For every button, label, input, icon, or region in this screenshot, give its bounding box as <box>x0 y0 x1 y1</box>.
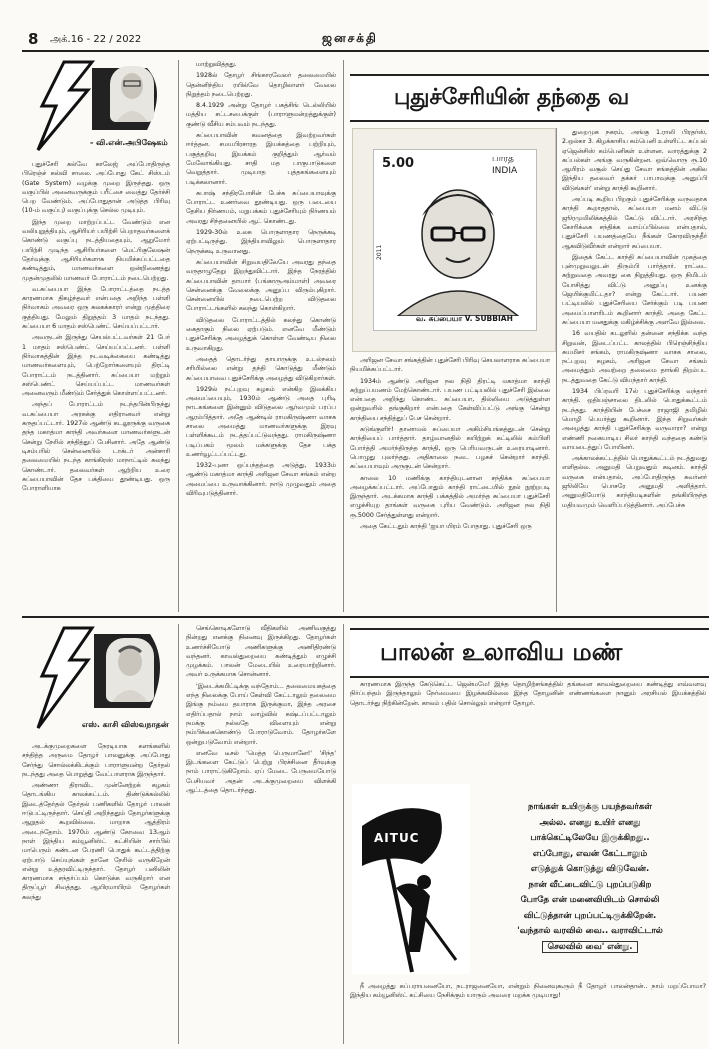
quoted-verse <box>474 800 706 955</box>
stamp-country-tamil: பாரத <box>492 154 514 164</box>
column-divider <box>343 624 344 1044</box>
paragraph: அக்காலக்கட்டத்தில் பொதுக்கூட்டம் நடத்துவது எளிதல்ல. அனுமதி பெறுவதும் கடினம். காந்தி வருகை என்பதால், அப்போதிருந்த கவர்னர் ஜூலியே பொசரே அனுமதி அளித்தார். அனுமதியோடு காந்தியடிகளின் தங்கியிருந்த மதியவமும் வெளிப்படுத்தினார். அப்பேச்சு <box>562 455 707 509</box>
article-separator <box>22 616 709 618</box>
article2-column-1 <box>22 742 170 1042</box>
paragraph: காலை 10 மணிக்கு காந்தியுடனான சந்திக்க சுப்பையா அழைக்கப்பட்டார். அப்போதும் காந்தி ராட்டையில் நூல் நூற்றபடி இருந்தார். அடக்கமாக காந்தி பக்கத்தில் அமர்ந்த சுப்பையா புதுச்சேரி எழுச்சியுற தாங்கள் வருகை புரிய வேண்டும். அரிஜன நல நிதி ரூ.5000 சேர்த்துள்ளது என்றார். <box>350 474 550 519</box>
paragraph: அந்தப் போராட்டம் நடந்தபின்பிருந்து வ.சுப்பையா அரசுக்கு எதிரானவர் என்று கருதப்பட்டார். 1927ல் ஆண்டு கடலூருக்கு வருகை தந்த மகாத்மா காந்தி அவர்களை மாணவர்களுடன் சென்று நேரில் சந்தித்துப் பேசினார். அதே ஆண்டு டிசம்பரில் சென்னையில் டாக்டர் அன்சாரி தலைமையில் நடந்த காங்கிரஸ் மாநாட்டில் கலந்து கொண்டார். தலைவர்கள் ஆற்றிய உரை சுப்பையாவின் தேச பக்தியை தூண்டியது. ஒரு போராளியாக <box>22 401 170 493</box>
paragraph: சுப்பையாவின் கவனத்தை இவற்றவர்கள் ஈர்த்தன. சமயபிரசாரத இயக்கத்தை பற்றியும், பகுத்தறிவு இயக்கம் குறித்தும் ஆர்வம் மேலோங்கியது. சாதி மத பாகுபாடுகளை வெறுத்தார். முடியாத புத்தகங்களையும் படிக்கலானார். <box>186 132 336 186</box>
author-byline: - வி.என்.அபிஷேகம் <box>90 138 168 147</box>
article1-column-4 <box>562 128 707 612</box>
page-number: 8 <box>28 30 39 48</box>
paragraph: அடக்குமுறைகளை நேரடியாக களங்களில் சந்தித்த அருமை தோழர் பாலனுக்கு அப்போது சேர்ந்து சொல்லக்கிடக்கும் பாராளுமன்ற தேர்தல் நடந்தது அதை பொறுத்து வேட்பாளராக இருந்தார். <box>22 743 170 778</box>
paragraph: அவருடன் இருந்து செயல்பட்டவர்கள் 21 பேர் 1 மாதம் சஸ்பெண்ட் செய்யப்பட்டனர். பள்ளி நிர்வாகத்தின் இந்த நடவடிக்கையை கண்டித்து மாணவர்களையும், பெற்றோர்களையும் திரட்டி போராட்டம் நடத்தினார். சுப்பையா மற்றும் சஸ்பெண்ட் செய்யப்பட்ட மாணவர்கள் அனைவரும் மீண்டும் சேர்த்துக் கொள்ளப்பட்டனர். <box>22 334 170 398</box>
paragraph: 'இடைக்கமிட்டிக்கு வந்தோம்... தலைமையகத்தை எந்த நிலைக்கு போய் கேள்வி கேட்டாலும் தலைமை இங்கு நம்மை தயாராக இருக்குமா, இந்த அரசை எதிர்ப்பதால் நாம் வாழ்வில் கஷ்டப்பட்டாலும் நமக்கு நல்லதே விளையும் என்று நம்பிக்கைகொண்டு போராடுவோம். தோழர்களே ஒன்றுபடுவோம் என்றார். <box>186 682 336 746</box>
paragraph: 8.4.1929 அன்று தோழர் பகத்சிங் டெல்லியில் மத்திய சட்டசபைக்குள் (பாராளுமன்றத்துக்குள்) குண்டு வீசிய சம்பவம் நடந்தது. <box>186 102 336 128</box>
paragraph: இந்த முறை மாற்றப்பட்ட வேண்டும் என வலியுறுத்தியும், ஆசிரியர் பயிற்சி பெறாதவர்களைக் கொண்டு வகுப்பு நடத்தியதையும், ஆறுமோர் பயிற்சி முடிந்த ஆசிரியர்களை மெட்ரிகுலேஷன் தேர்வுக்கு ஆசிரியர்களாக நியமிக்கப்பட்டதை கண்டித்தும், மாணவர்களை ஒன்றிணைத்து முதன்முதலில் மாணவர் போராட்டம் நடைபெற்றது. <box>22 218 170 282</box>
paragraph: அரிஜன சேவா சங்கத்தின் புதுச்சேரி பிரிவு செயலாளராக சுப்பையா நியமிக்கப்பட்டார். <box>350 357 550 374</box>
paragraph: விடுதலை போராட்டத்தில் கலந்து கொண்டு கைதாகும் நிலை ஏற்படும். எனவே மீண்டும் புதுச்சேரிக்கு அழைத்துக் கொள்ள வேண்டிய நிலை உருவாகிறது. <box>186 316 336 352</box>
verse-line: செலவில் வை' என்று. <box>542 941 637 953</box>
column-divider <box>556 128 557 612</box>
paragraph: சுப்பையாவின் சிறுவயதிலேயே அவரது தந்தை வருதாழுதேறு இறந்துவிட்டார். இந்த நேரத்தில் சுப்பையாவின் தாயார் (பங்காருஅம்மாள்) அவரை சென்னைக்கு வேலைக்கு அனுப்ப விரும்புகிறார். சென்னையில் நடைபெற்ற விடுதலை போராட்டங்களில் கலந்து கொள்கிறார். <box>186 258 336 313</box>
flag-emblem-icon <box>352 784 470 974</box>
article2-title: பாலன் உலாவிய மண் <box>380 638 623 666</box>
article1-column-1 <box>22 160 170 612</box>
verse-line: அல்ல. எனது உயிர் எனது <box>539 817 641 828</box>
paragraph: 1932-புனா ஒப்பந்தத்தை அடுத்து, 1933ம் ஆண்டு மகாத்மா காந்தி அரிஜன சேவா சங்கம் என்ற அமைப்பை உருவாக்கினார். நாடு முழுவதும் அதை விரிவுபடுத்தினார். <box>186 462 336 498</box>
logo-text: AITUC <box>374 831 420 845</box>
paragraph: சுபாஷ் சந்திரபோசின் பேச்சு சுப்பையாவுக்கு போராட்ட உணர்வை தூண்டியது. ஒரு படையை தேசிய நிர்ணயம், மறுபக்கம் புதுச்சேரியும் நிர்ணயம் அவரது சிந்தனையில் ஆட் கொண்டது. <box>186 189 336 225</box>
verse-line: எடுத்துக் கொடுத்து விடுவேன். <box>530 864 650 874</box>
column-divider <box>343 60 344 612</box>
article2-title-bar <box>350 628 709 678</box>
issue-date: அக்.16 - 22 / 2022 <box>50 34 142 45</box>
paragraph: எனவே டீசல் 'மெத்த பெருமானே!' 'சிந்த' இடங்களை கேட்டுப் பெற்று பிரச்சினை தீர்வுக்கு நாம் பாராட்டுகிறோம். ஏப் மேடை பேருமையோடு பேசியவர் அதன் அடக்குமுறையை விளக்கி ஆட்டத்தை தொடர்ந்தது. <box>186 749 336 795</box>
paragraph: இதைக் கேட்ட காந்தி சுப்பையாவின் முகத்தை புன்முறுவலுடன் திரும்பி பார்த்தார். ராட்டை சுற்றுவதை அவரது கை நிறுத்தியது. ஒரு நிமிடம் யோசித்து விட்டு அனுப்பு உனக்கு ஜெயிக்குமிட்டதா? என்று கேட்டார். பயண பட்டியலில் புதுச்சேரியை சேர்க்கும் படி பயண அமைப்பாளரிடம் கூறினார் காந்தி. அதை கேட்ட சுப்பையா மனதுக்கு மகிழ்ச்சிக்கு அளவே இல்லை. <box>562 253 707 326</box>
author-photo <box>106 638 154 702</box>
column-divider <box>178 624 179 1044</box>
paragraph: கடுங்குளிர்! தானாமல் சுப்பையா அகிம்சியங்கத்துடன் சென்று காந்தியைப் பார்த்தார். தாழ்வானதில் கயிற்றுக் கட்டிலில் கம்பிளி போர்த்தி அமர்ந்திருந்த காந்தி, ஒரு பெரியவருடன் உரையாடினார். பொழுது புலர்ந்தது. அதிகாலை நடை பழகச் சென்றார் காந்தி. சுப்பையாவும் அருகுடன் சென்றார். <box>350 426 550 471</box>
verse-line: எப்போது, எவன் கேட்டாலும் <box>532 848 648 859</box>
paragraph: 16 வயதில் கடலூரில் தன்னை சந்திக்க வந்த சிறுவன், இடைப்பட்ட காலத்தில் பிரெஞ்சிந்திய சுயமிசர் சங்கம், ராமகிருஷ்ணா வாசக சாலை, நட்புறவு கழகம், அரிஜன சேவா சங்கம் அமைத்தும் அவற்றை தலைமை தாங்கி திறம்பட நடத்துவதை கேட்டு வியந்தார் காந்தி. <box>562 330 707 384</box>
verse-line: நாங்கள் உயிருக்கு பயந்தவர்கள் <box>528 802 652 812</box>
paragraph: துறைமுக நகரம், அங்கு 1.ராலி பிரதர்ஸ், 2.ஒல்கா 3. கிழக்காசிய கம்பெனி உள்ளிட்ட கப்பல் ஏஜென்சிஸ் கம்பெனிகள் உள்ளன. வாரத்துக்கு 2 கப்பல்கள் அங்கு வருகின்றன. ஒவ்வொரு ரூ.10 ஆயிரம் வசூல் செய்து சேவா சங்கத்தின் அகில இந்திய தலைவர் தக்கர் பாபாவுக்கு அனுப்பி விடுங்கள்' என்று காந்தி கூறினார். <box>562 129 707 192</box>
verse-line: போதே என் மனைவியிடம் சொல்லி <box>520 895 660 905</box>
article2-closing <box>350 982 706 1042</box>
verse-line: 'வந்தால் வரவில் வை.. வராவிட்டால் <box>517 926 663 936</box>
paragraph: மாற்றுவித்தது. <box>196 61 237 68</box>
verse-line: நான் வீட்டைவிட்டு புறப்படுகிற <box>528 879 652 890</box>
stamp-face <box>373 149 537 331</box>
paragraph: நீ அழைத்து சுப்பராயனையோ, நடராஜனையோ, என்றும் நினைவுகூரும் நீ தோழர் பாலன்தான்.. நாம் மறப்போமா? இந்திய கம்யூனிஸ்ட் கட்சியை நேசிக்கும் யாரும் அவரை மறக்க முடியாது! <box>350 983 706 1000</box>
paragraph: 1934ம் ஆண்டு அரிஜன நல நிதி திரட்டி மகாத்மா காந்தி சுற்றுப்பயணம் மேற்கொண்டார். பயண பட்டியலில் புதுச்சேரி இல்லை என்பதை அறிந்து கொண்ட சுப்பையா, தில்லியை அடுத்துள்ள ஒன்றுவரில் தங்குகிறார் என்பதை கேள்விப்பட்டு அங்கு சென்று காந்தியை சந்தித்துப் பேச சென்றார். <box>350 377 550 422</box>
page-header <box>0 0 709 50</box>
stamp-name: வ. சுப்பையா V. SUBBIAH <box>416 314 513 323</box>
verse-line: பாக்கெட்டிலேயே இருக்கிறது.. <box>530 833 650 843</box>
author-byline: எஸ். காசி விஸ்வநாதன் <box>82 720 169 729</box>
aituc-logo <box>352 784 470 974</box>
paragraph: அதைத் தொடர்ந்து தாயாருக்கு உடல்நலம் சரியில்லை என்று தந்தி கொடுத்து மீண்டும் சுப்பையாவை புதுச்சேரிக்கு அழைத்து விடுகிறார்கள். <box>186 355 336 382</box>
stamp-year: 2011 <box>376 244 383 260</box>
paragraph: 1928ல் தோழர் சிங்காரவேலர் தலைமையில் தென்னிந்திய ரயில்வே தொழிலாளர் வேலை நிறுத்தம் நடைபெற்றது. <box>186 72 336 98</box>
portrait-illustration <box>388 176 522 316</box>
paragraph: அப்படி கூறிய பிறகும் புதுச்சேரிக்கு வருவதாக காந்தி கூறாததால், சுப்பையா மனம் விட்டு ஜூரமுமிலிக்கத்தில் கேட்டு விட்டார். அரசிந்த கோரிக்கை சந்திக்க வாய்ப்பில்லை என்பதால், புதுச்சேரி பயணத்தையே நீங்கள் கோரவிருந்தீர் ஆகவிடுவீர்கள் என்றார் சுப்பையா. <box>562 196 707 250</box>
article2-lead <box>350 680 706 780</box>
column-divider <box>178 60 179 612</box>
newspaper-name: ஜனசக்தி <box>322 31 378 45</box>
paragraph: அதை கேட்டதும் காந்தி 'ஐயா யிரம் போதாது. புதுச்சேரி ஒரு <box>360 523 532 531</box>
article1-title: புதுச்சேரியின் தந்தை வ <box>394 85 630 110</box>
verse-line: விட்டுத்தான் புறப்பட்டிருக்கிறேன். <box>523 910 657 921</box>
paragraph: புதுச்சேரி கல்வே காலேஜ் அப்போதிருந்த பிரெஞ்ச் கல்வி சாலை. அப்போது கேட் சிஸ்டம் (Gate System) வழக்கு முறை இருந்தது. ஒரு வகுப்பில் அனைவருக்கும் பரீட்சை வைத்து தேர்ச்சி பெற வேண்டும். அப்போதுதான் அடுத்த பிரிவு (10-ம் வகுப்பு) வகுப்புக்கு செல்ல முடியும். <box>22 161 170 215</box>
stamp-value: 5.00 <box>382 156 415 171</box>
author-box-1 <box>22 60 172 152</box>
paragraph: காரணமாக இருந்த கேடுகெட்ட ஜென்மமே! இந்த தொழிற்சங்கத்தில் தங்களை காவல்துறையை கண்டித்து எவ்வளவு நிர்ப்பந்தம் இருந்தாலும் நேர்மையை இழக்கவில்லை இந்த தோழனின் எண்ணங்களை நானும் அரசியல் இயக்கத்தில் தொடர்ந்து நிற்கின்றேன். காலம் பதில் சொல்லும் என்றார் தோழர். <box>350 681 706 707</box>
paragraph: 1934 பிப்ரவரி 17ல் புதுச்சேரிக்கு வந்தார் காந்தி. ஒதியஞ்சாலை திடலில் பொதுக்கூட்டம் நடந்தது. காந்தியின் பேச்சை ராஜாஜி தமிழில் மொழி பெயர்த்து கூறினார். இந்த சிறுவர்கள் அழைத்து காந்தி புதுச்சேரிக்கு வருவாரா? என்று எண்ணி நகையாடிய சிலர் காந்தி வந்ததை கண்டு வாயடைத்துப் போயினர். <box>562 388 707 451</box>
postage-stamp <box>352 128 556 352</box>
article1-title-bar <box>350 74 709 122</box>
paragraph: 1929-30ல் உலக பொருளாதார நெருக்கடி ஏற்பட்டிருந்து. இந்தியாவிலும் பொருளாதார நெருக்கடி உருவானது. <box>186 229 336 255</box>
author-photo <box>110 66 154 122</box>
article2-column-2 <box>186 624 336 1044</box>
author-box-2 <box>22 624 172 734</box>
paragraph: வ.சுப்பையா இந்த போராட்டத்தை நடத்த காரணமாக திகழ்ந்தவர் என்பதை அறிந்த பள்ளி நிர்வாகம் அவரை ஒரு கலகக்காரர் என்று முத்திரை குத்தியது. மேலும் திறுத்தம் 3 மாதம் நடந்தது. சுப்பையா 6 மாதம் சஸ்பெண்ட் செய்யப்பட்டார். <box>22 285 170 331</box>
header-rule <box>22 50 709 52</box>
stamp-country: INDIA <box>492 166 518 176</box>
paragraph: 1929ல் நட்புறவு கழகம் என்கிற இலக்கிய அமைப்பையும், 1930ம் ஆண்டு அதை புரிடி நாடகங்களை இன்னும் விடுதலை ஆர்வமும் பரப்ப ஆரம்பித்தார். அதே ஆண்டில் ராமகிருஷ்ணா வாசக சாலை அமைத்து மாணவர்களுக்கு இரவு பள்ளிக்கூடம் நடத்தப்பட்டுவந்தது. ராமகிருஷ்ணா படிப்பகம் மூலம் மக்களுக்கு தேச பக்த உணர்வூட்டப்பட்டது. <box>186 385 336 458</box>
article1-column-2 <box>186 60 336 612</box>
article1-column-3 <box>350 356 550 612</box>
paragraph: செங்கொடிகளோடு வீதிகளில் அணிவகுத்து நின்றது எனக்கு நினைவு இருக்கிறது. தோழர்கள் உணர்ச்சியோடு அணிகளுக்கு அணிதிரண்டு வந்தனர். காவல்துறையை கண்டித்தும் எழுச்சி முழக்கம். பாலன் மேடையில் உரையாற்றினார். அவர் உருக்கமாக சொன்னார். <box>186 625 336 679</box>
paragraph: அண்ணா திராவிட முன்னேற்றக் கழகம் தொடங்கிய காலக்கட்டம். திண்டுக்கல்லில் இடைத்தேர்தல் தேர்தல் பணிகளில் தோழர் பாலன் ஈடுபட்டிருந்தார். செய்தி அறிந்ததும் தோழர்களுக்கு ஆறுதல் கூறவில்லை. மாறாக ஆத்திரம் அடைந்தோம். 1970ம் ஆண்டு கோவை 13ஆம் நாள் இந்திய கம்யூனிஸ்ட் கட்சியின் சார்பில் மாபெரும் கண்டன பேரணி பொதுக் கூட்டத்திற்கு ஏற்பாடு செய்யுங்கள் தானே நேரில் வருகிறேன் என்று உத்தரவிட்டிருந்தார். தோழர் பனிலின் காரணமாக சந்தர்ப்பம் கொடுக்க வருகிறார் என திருப்பூர் சிவத்தது. ஆயிரமாயிரம் தோழர்கள் கலந்து <box>22 782 170 901</box>
